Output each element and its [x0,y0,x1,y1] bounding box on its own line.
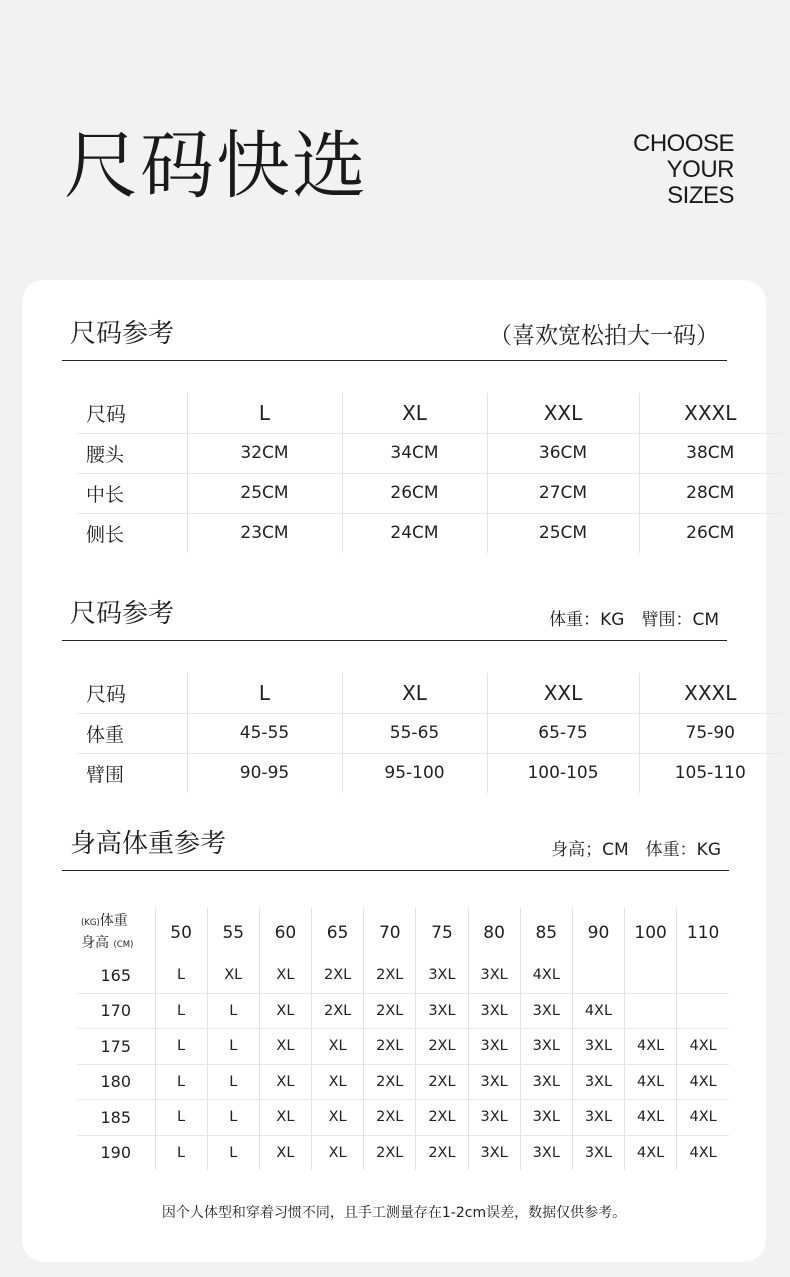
table-cell: 25CM [187,473,342,513]
subtitle-line: CHOOSE [632,130,734,157]
size-cell: 3XL [572,1100,624,1136]
table-header-cell: 尺码 [77,393,187,433]
table-header-row [77,673,781,713]
size-cell: XL [207,958,259,993]
height-weight-table [77,908,729,1170]
size-cell: 2XL [364,1100,416,1136]
size-cell: 3XL [468,1029,520,1065]
table-row [77,1029,729,1065]
table-cell: 65-75 [487,713,639,753]
size-cell: XL [312,1100,364,1136]
size-cell: 2XL [364,1064,416,1100]
table-row [77,993,729,1029]
size-cell: XL [259,958,311,993]
size-cell: 3XL [468,1100,520,1136]
size-cell: 4XL [677,1064,729,1100]
size-cell: 3XL [468,993,520,1029]
table-cell: 75-90 [639,713,781,753]
size-cell: 4XL [677,1029,729,1065]
table-row [77,753,781,793]
table-cell: 45-55 [187,713,342,753]
section-title: 尺码参考 [70,599,175,629]
section-title: 尺码参考 [70,319,175,349]
section-note: （喜欢宽松拍大一码） [489,323,719,349]
size-cell: 4XL [625,1135,677,1170]
size-cell: L [155,1135,207,1170]
size-cell: L [155,958,207,993]
table-cell: 100-105 [487,753,639,793]
table-cell: 105-110 [639,753,781,793]
weight-arm-table [77,673,781,793]
section-header [62,830,729,871]
section-header [62,600,727,641]
size-cell: 2XL [364,1029,416,1065]
size-cell: 3XL [572,1135,624,1170]
row-label: 中长 [77,473,187,513]
size-cell: 3XL [520,1029,572,1065]
table-cell: 36CM [487,433,639,473]
size-cell: XL [312,1064,364,1100]
size-cell: 2XL [312,958,364,993]
table-header-cell: XL [342,673,487,713]
table-cell: 26CM [639,513,781,553]
size-cell: L [155,1100,207,1136]
height-cell: 180 [77,1064,155,1100]
table-header-row [77,908,729,958]
weight-header-cell: 75 [416,908,468,958]
size-cell: 2XL [416,1135,468,1170]
size-cell [625,993,677,1029]
disclaimer-note: 因个人体型和穿着习惯不同，且手工测量存在1-2cm误差，数据仅供参考。 [161,1205,627,1221]
corner-cell [77,908,155,958]
size-cell: 2XL [364,1135,416,1170]
size-cell: 4XL [677,1135,729,1170]
size-cell: XL [312,1135,364,1170]
section-header [62,320,727,361]
size-cell: 2XL [312,993,364,1029]
size-chart-card [22,280,766,1262]
size-cell: 3XL [416,958,468,993]
height-label: 身高 [81,935,109,951]
size-cell [625,958,677,993]
height-cell: 175 [77,1029,155,1065]
size-cell: 2XL [364,958,416,993]
size-cell: 3XL [520,993,572,1029]
size-cell: XL [312,1029,364,1065]
weight-header-cell: 90 [572,908,624,958]
size-cell: L [155,1064,207,1100]
table-header-cell: XXXL [639,393,781,433]
section-title: 身高体重参考 [70,829,227,859]
size-cell [572,958,624,993]
row-label: 体重 [77,713,187,753]
table-cell: 90-95 [187,753,342,793]
table-row [77,433,781,473]
size-cell: XL [259,993,311,1029]
weight-header-cell: 85 [520,908,572,958]
weight-header-cell: 100 [625,908,677,958]
size-cell: 4XL [625,1100,677,1136]
size-cell: 3XL [468,958,520,993]
table-cell: 38CM [639,433,781,473]
size-cell: 2XL [364,993,416,1029]
size-cell: 4XL [572,993,624,1029]
size-cell: 3XL [572,1064,624,1100]
size-cell: L [207,1064,259,1100]
size-cell [677,958,729,993]
weight-unit: (KG) [81,918,100,928]
table-cell: 28CM [639,473,781,513]
size-cell: 4XL [625,1029,677,1065]
table-cell: 25CM [487,513,639,553]
table-row [77,713,781,753]
weight-header-cell: 70 [364,908,416,958]
subtitle-line: SIZES [667,182,734,209]
page-subtitle [534,131,734,209]
row-label: 臂围 [86,763,125,786]
size-cell: L [207,1029,259,1065]
size-cell: 3XL [468,1135,520,1170]
size-cell: L [207,993,259,1029]
size-cell: 3XL [572,1029,624,1065]
table-row [77,473,781,513]
weight-header-cell: 65 [312,908,364,958]
weight-header-cell: 60 [259,908,311,958]
size-cell: XL [259,1029,311,1065]
subtitle-line: YOUR [666,156,734,183]
size-table [77,393,781,553]
size-cell: 3XL [416,993,468,1029]
size-cell: L [207,1135,259,1170]
table-cell: 55-65 [342,713,487,753]
table-row [77,1135,729,1170]
table-cell: 32CM [187,433,342,473]
table-cell: 23CM [187,513,342,553]
size-cell: XL [259,1135,311,1170]
weight-header-cell: 80 [468,908,520,958]
row-label: 腰头 [77,433,187,473]
weight-header-cell: 110 [677,908,729,958]
table-header-cell: XXXL [639,673,781,713]
table-row [77,1100,729,1136]
table-cell: 95-100 [342,753,487,793]
size-cell: L [155,993,207,1029]
section-note: 体重：KG 臂围：CM [549,610,719,630]
table-header-row [77,393,781,433]
size-cell: 2XL [416,1064,468,1100]
size-cell: 4XL [677,1100,729,1136]
size-cell: XL [259,1064,311,1100]
table-cell: 27CM [487,473,639,513]
weight-label: 体重 [99,913,128,929]
size-cell: 4XL [625,1064,677,1100]
size-cell: XL [259,1100,311,1136]
size-cell: L [155,1029,207,1065]
size-cell: 2XL [416,1100,468,1136]
table-header-cell: L [187,673,342,713]
weight-header-cell: 50 [155,908,207,958]
table-header-cell: XL [342,393,487,433]
size-cell: L [207,1100,259,1136]
size-cell: 3XL [468,1064,520,1100]
size-cell: 3XL [520,1135,572,1170]
height-cell: 165 [77,958,155,993]
table-row [77,513,781,553]
row-label: 侧长 [86,523,125,546]
section-note: 身高；CM 体重：KG [551,840,721,860]
table-header-cell: 尺码 [77,673,187,713]
size-cell: 2XL [416,1029,468,1065]
table-header-cell: XXL [487,673,639,713]
table-row [77,958,729,993]
page-title: 尺码快选 [64,123,368,209]
height-cell: 185 [77,1100,155,1136]
table-header-cell: XXL [487,393,639,433]
table-cell: 24CM [342,513,487,553]
size-cell: 3XL [520,1064,572,1100]
table-row [77,1064,729,1100]
table-cell: 34CM [342,433,487,473]
weight-header-cell: 55 [207,908,259,958]
size-cell [677,993,729,1029]
table-cell: 26CM [342,473,487,513]
table-header-cell: L [187,393,342,433]
height-cell: 190 [100,1143,132,1163]
height-cell: 170 [77,993,155,1029]
size-cell: 3XL [520,1100,572,1136]
height-unit: (CM) [113,940,134,950]
size-cell: 4XL [520,958,572,993]
